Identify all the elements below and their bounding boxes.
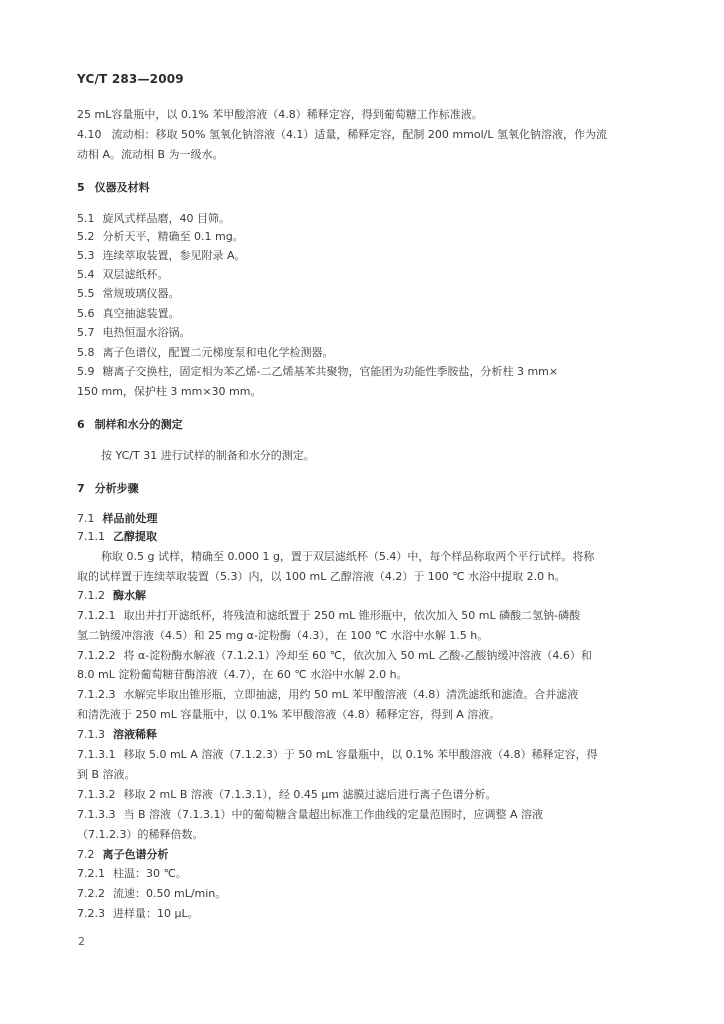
clause-5-1 [77, 212, 657, 226]
line-text: 8.0 mL 淀粉葡萄糖苷酶溶液（4.7），在 60 ℃ 水浴中水解 2.0 h。 [77, 668, 408, 681]
paragraph-line [101, 550, 681, 564]
line-text: 氢二钠缓冲溶液（4.5）和 25 mg α-淀粉酶（4.3），在 100 ℃ 水浴中水解 1.5 h。 [77, 629, 489, 642]
clause-5-3 [77, 249, 657, 263]
line-text: 按 YC/T 31 进行试样的制备和水分的测定。 [101, 449, 315, 462]
clause-number: 7.1.2.3 [77, 688, 116, 701]
subsection-title: 离子色谱分析 [102, 848, 169, 861]
clause-5-2 [77, 230, 657, 244]
clause-5-6 [77, 307, 657, 321]
clause-text: 当 B 溶液（7.1.3.1）中的葡萄糖含量超出标准工作曲线的定量范围时，应调整 A 溶液 [123, 808, 544, 821]
text-line [77, 108, 657, 122]
line-text: 动相 A。流动相 B 为一级水。 [77, 148, 224, 161]
clause-number: 7.1.3.2 [77, 788, 116, 801]
line-text: 150 mm，保护柱 3 mm×30 mm。 [77, 385, 262, 398]
clause-number: 5.2 [77, 230, 95, 243]
subsection-title: 酶水解 [113, 589, 146, 602]
clause-text: 移取 2 mL B 溶液（7.1.3.1），经 0.45 μm 滤膜过滤后进行离子色谱分析。 [123, 788, 497, 801]
subsection-heading-7-1 [77, 512, 657, 526]
line-text: 到 B 溶液。 [77, 768, 136, 781]
subsection-heading-7-1-2 [77, 589, 657, 603]
clause-5-9 [77, 365, 657, 379]
clause-7-1-3-1 [77, 748, 657, 762]
clause-number: 7.1 [77, 512, 95, 525]
text-line [77, 629, 657, 643]
clause-5-8 [77, 346, 657, 360]
clause-4-10 [77, 128, 657, 142]
clause-text: 电热恒温水浴锅。 [102, 326, 191, 339]
clause-text: 移取 5.0 mL A 溶液（7.1.2.3）于 50 mL 容量瓶中，以 0.1% 苯甲酸溶液（4.8）稀释定容，得 [123, 748, 598, 761]
text-line [77, 708, 657, 722]
clause-number: 7.2.1 [77, 867, 105, 880]
clause-text: 分析天平，精确至 0.1 mg。 [102, 230, 244, 243]
clause-text: 将 α-淀粉酶水解液（7.1.2.1）冷却至 60 ℃，依次加入 50 mL 乙酸-乙酸钠缓冲溶液（4.6）和 [123, 649, 592, 662]
clause-text: 进样量：10 μL。 [113, 907, 199, 920]
subsection-heading-7-2 [77, 848, 657, 862]
clause-number: 7.1.1 [77, 530, 105, 543]
standard-code-header: YC/T 283—2009 [77, 72, 184, 86]
clause-number: 5.3 [77, 249, 95, 262]
clause-number: 5.1 [77, 212, 95, 225]
line-text: 取的试样置于连续萃取装置（5.3）内，以 100 mL 乙醇溶液（4.2）于 100 ℃ 水浴中提取 2.0 h。 [77, 570, 566, 583]
section-number: 7 [77, 482, 85, 495]
clause-number: 7.1.3.1 [77, 748, 116, 761]
clause-text: 连续萃取装置，参见附录 A。 [102, 249, 246, 262]
section-heading-6 [77, 418, 657, 432]
paragraph-line [77, 570, 657, 584]
clause-7-1-2-1 [77, 609, 657, 623]
clause-5-4 [77, 268, 657, 282]
text-line [77, 668, 657, 682]
clause-7-1-3-3 [77, 808, 657, 822]
clause-text: 真空抽滤装置。 [102, 307, 180, 320]
clause-text: 水解完毕取出锥形瓶，立即抽滤，用约 50 mL 苯甲酸溶液（4.8）清洗滤纸和滤渣。合并滤液 [123, 688, 579, 701]
page-number: 2 [78, 935, 85, 948]
clause-7-2-3 [77, 907, 657, 921]
subsection-heading-7-1-1 [77, 530, 657, 544]
section-title: 分析步骤 [94, 482, 139, 495]
section-title: 仪器及材料 [94, 181, 150, 194]
clause-number: 5.4 [77, 268, 95, 281]
clause-5-5 [77, 287, 657, 301]
subsection-title: 溶液稀释 [113, 728, 157, 741]
clause-7-2-2 [77, 887, 657, 901]
text-line [77, 385, 657, 399]
text-line [77, 148, 657, 162]
clause-number: 7.1.2.2 [77, 649, 116, 662]
clause-text: 柱温：30 ℃。 [113, 867, 187, 880]
clause-text: 常规玻璃仪器。 [102, 287, 180, 300]
clause-text: 流动相：移取 50% 氢氧化钠溶液（4.1）适量，稀释定容，配制 200 mmol/L 氢氧化钠溶液，作为流 [111, 128, 607, 141]
clause-number: 7.2.2 [77, 887, 105, 900]
section-heading-5 [77, 181, 657, 195]
clause-number: 5.7 [77, 326, 95, 339]
clause-7-1-3-2 [77, 788, 657, 802]
clause-number: 5.9 [77, 365, 95, 378]
section-heading-7 [77, 482, 657, 496]
clause-7-1-2-3 [77, 688, 657, 702]
clause-number: 5.5 [77, 287, 95, 300]
clause-number: 5.6 [77, 307, 95, 320]
line-text: 称取 0.5 g 试样，精确至 0.000 1 g，置于双层滤纸杯（5.4）中，每个样品称取两个平行试样。将称 [101, 550, 595, 563]
clause-number: 7.1.3 [77, 728, 105, 741]
clause-number: 7.1.3.3 [77, 808, 116, 821]
clause-text: 糖离子交换柱，固定相为苯乙烯-二乙烯基苯共聚物，官能团为功能性季胺盐，分析柱 3 mm× [102, 365, 559, 378]
line-text: 和清洗液于 250 mL 容量瓶中，以 0.1% 苯甲酸溶液（4.8）稀释定容，得到 A 溶液。 [77, 708, 501, 721]
clause-text: 旋风式样品磨，40 目筛。 [102, 212, 230, 225]
line-text: （7.1.2.3）的稀释倍数。 [77, 828, 204, 841]
clause-text: 双层滤纸杯。 [102, 268, 169, 281]
section-title: 制样和水分的测定 [94, 418, 183, 431]
clause-number: 7.1.2.1 [77, 609, 116, 622]
clause-text: 离子色谱仪，配置二元梯度泵和电化学检测器。 [102, 346, 334, 359]
text-line [77, 768, 657, 782]
clause-text: 流速：0.50 mL/min。 [113, 887, 227, 900]
line-text: 25 mL容量瓶中，以 0.1% 苯甲酸溶液（4.8）稀释定容，得到葡萄糖工作标准液。 [77, 108, 483, 121]
clause-number: 4.10 [77, 128, 102, 141]
clause-number: 7.1.2 [77, 589, 105, 602]
paragraph-line [101, 449, 681, 463]
clause-number: 7.2 [77, 848, 95, 861]
clause-7-1-2-2 [77, 649, 657, 663]
clause-number: 7.2.3 [77, 907, 105, 920]
section-number: 6 [77, 418, 85, 431]
text-line [77, 828, 657, 842]
subsection-heading-7-1-3 [77, 728, 657, 742]
section-number: 5 [77, 181, 85, 194]
clause-7-2-1 [77, 867, 657, 881]
subsection-title: 样品前处理 [102, 512, 158, 525]
subsection-title: 乙醇提取 [113, 530, 157, 543]
clause-number: 5.8 [77, 346, 95, 359]
clause-5-7 [77, 326, 657, 340]
clause-text: 取出并打开滤纸杯，将残渣和滤纸置于 250 mL 锥形瓶中，依次加入 50 mL 磷酸二氢钠-磷酸 [123, 609, 581, 622]
